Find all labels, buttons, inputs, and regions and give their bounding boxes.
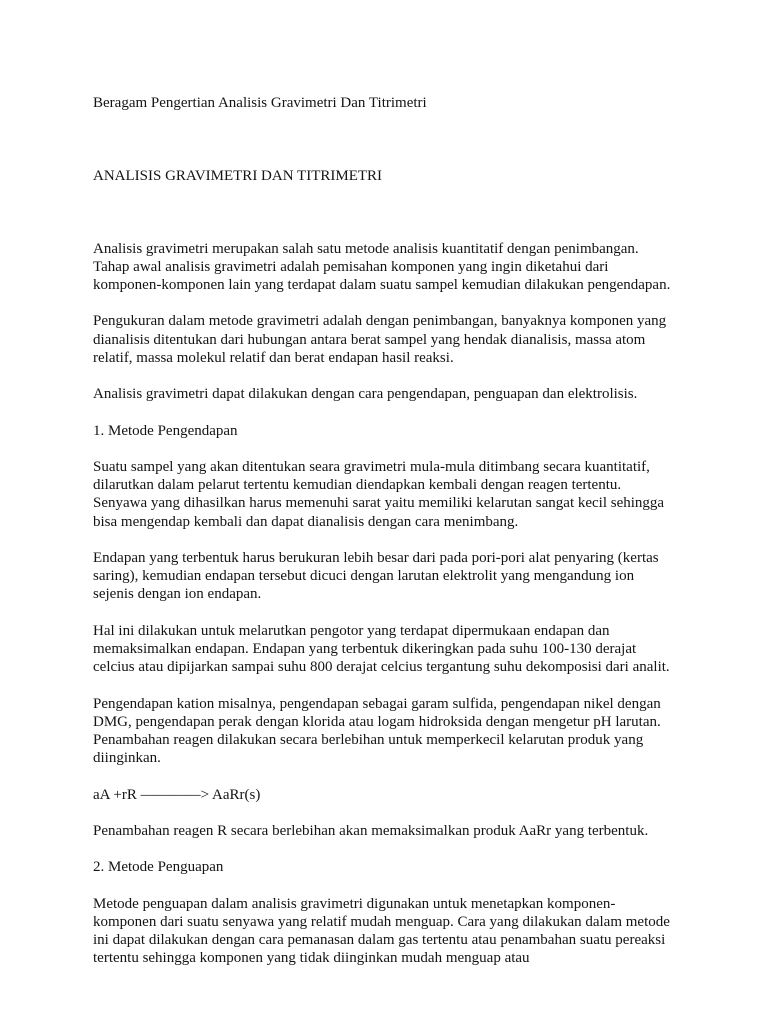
paragraph-excess-reagent: Penambahan reagen R secara berlebihan akan memaksimalkan produk AaRr yang terbentuk. bbox=[93, 822, 649, 839]
paragraph-cation: Pengendapan kation misalnya, pengendapan sebagai garam sulfida, pengendapan nikel dengan DMG, pengendapan perak dengan klorida atau logam hidroksida dengan mengetur pH larutan. Penambahan reagen dilakukan secara berlebihan untuk memperkecil kelarutan produk yang diinginkan. bbox=[93, 695, 661, 767]
subheading-penguapan: 2. Metode Penguapan bbox=[93, 859, 224, 876]
document-title: Beragam Pengertian Analisis Gravimetri Dan Titrimetri bbox=[93, 95, 427, 111]
paragraph-methods: Analisis gravimetri dapat dilakukan dengan cara pengendapan, penguapan dan elektrolisis. bbox=[93, 386, 638, 403]
paragraph-sample: Suatu sampel yang akan ditentukan seara gravimetri mula-mula ditimbang secara kuantitatif, dilarutkan dalam pelarut tertentu kemudian diendapkan kembali dengan reagen tertentu. Senyawa yang dihasilkan harus memenuhi sarat yaitu memiliki kelarutan sangat kecil sehingga bisa mengendap kembali dan dapat dianalisis dengan cara menimbang. bbox=[93, 458, 665, 530]
document-page bbox=[93, 94, 678, 986]
paragraph-intro: Analisis gravimetri merupakan salah satu metode analisis kuantitatif dengan penimbangan. Tahap awal analisis gravimetri adalah pemisahan komponen yang ingin diketahui dari komponen-komponen lain yang terdapat dalam suatu sampel kemudian dilakukan pengendapan. bbox=[93, 240, 671, 293]
paragraph-measurement: Pengukuran dalam metode gravimetri adalah dengan penimbangan, banyaknya komponen yang dianalisis ditentukan dari hubungan antara berat sampel yang hendak dianalisis, massa atom relatif, massa molekul relatif dan berat endapan hasil reaksi. bbox=[93, 313, 667, 366]
paragraph-precipitate-size: Endapan yang terbentuk harus berukuran lebih besar dari pada pori-pori alat penyaring (kertas saring), kemudian endapan tersebut dicuci dengan larutan elektrolit yang mengandung ion sejenis dengan ion endapan. bbox=[93, 549, 659, 603]
reaction-equation: aA +rR ————> AaRr(s) bbox=[93, 786, 261, 803]
subheading-pengendapan: 1. Metode Pengendapan bbox=[93, 422, 238, 439]
section-heading: ANALISIS GRAVIMETRI DAN TITRIMETRI bbox=[93, 167, 383, 184]
paragraph-drying: Hal ini dilakukan untuk melarutkan pengotor yang terdapat dipermukaan endapan dan memaksimalkan endapan. Endapan yang terbentuk dikeringkan pada suhu 100-130 derajat celcius atau dipijarkan sampai suhu 800 derajat celcius tergantung suhu dekomposisi dari analit. bbox=[93, 622, 670, 676]
paragraph-evaporation: Metode penguapan dalam analisis gravimetri digunakan untuk menetapkan komponen-komponen dari suatu senyawa yang relatif mudah menguap. Cara yang dilakukan dalam metode ini dapat dilakukan dengan cara pemanasan dalam gas tertentu atau penambahan suatu pereaksi tertentu sehingga komponen yang tidak diinginkan mudah menguap atau bbox=[93, 895, 670, 967]
